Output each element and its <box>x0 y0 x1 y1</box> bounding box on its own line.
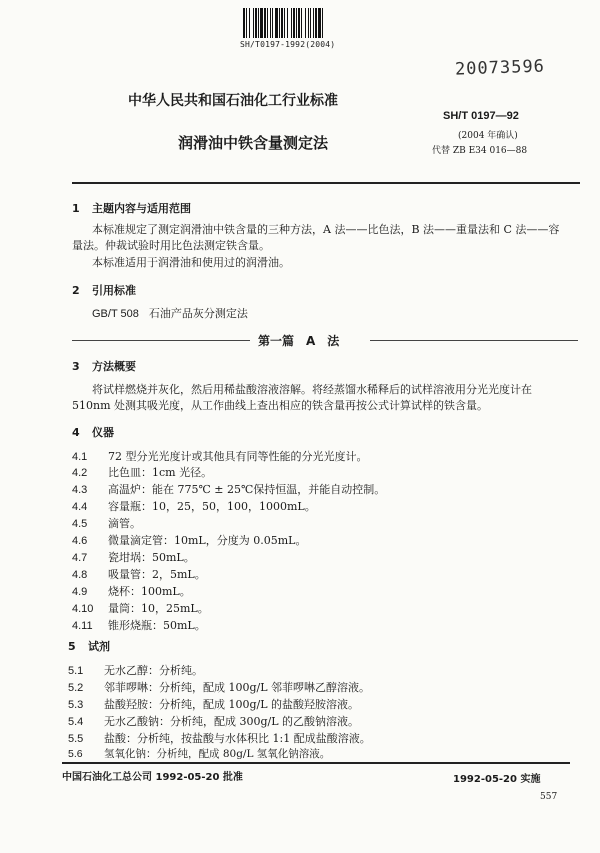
header-divider <box>72 182 580 184</box>
item-text: 氢氧化钠：分析纯，配成 80g/L 氢氧化钠溶液。 <box>104 748 331 760</box>
item-number: 5.5 <box>68 733 84 745</box>
standard-replace-note: 代替 ZB E34 016—88 <box>432 146 528 156</box>
barcode-bar <box>315 8 317 38</box>
item-number: 4.7 <box>72 552 88 564</box>
barcode-bar <box>287 8 288 38</box>
item-text: 量筒：10，25mL。 <box>108 602 209 615</box>
barcode-bar <box>258 8 259 38</box>
section-number: 4 <box>72 426 80 439</box>
section-number: 1 <box>72 202 80 215</box>
barcode-bar <box>298 8 300 38</box>
section-2-heading <box>72 282 136 298</box>
list-item <box>72 566 206 582</box>
item-text: 比色皿：1cm 光径。 <box>108 466 213 479</box>
item-text: 锥形烧瓶：50mL。 <box>108 619 206 632</box>
item-text: 容量瓶：10，25，50，100，1000mL。 <box>108 500 316 513</box>
item-number: 4.8 <box>72 569 88 581</box>
item-number: 4.6 <box>72 535 88 547</box>
barcode-bar <box>253 8 254 38</box>
item-text: 吸量管：2，5mL。 <box>108 568 206 581</box>
item-number: 4.2 <box>72 467 88 479</box>
section-1-heading <box>72 200 191 216</box>
footer-divider <box>62 762 570 764</box>
list-item <box>72 464 212 480</box>
item-text: 瓷坩埚：50mL。 <box>108 551 195 564</box>
item-text: 无水乙醇：分析纯。 <box>104 664 203 677</box>
barcode-bar <box>284 8 285 38</box>
item-text: 邻菲啰啉：分析纯，配成 100g/L 邻菲啰啉乙醇溶液。 <box>104 681 371 694</box>
barcode-bar <box>260 8 263 38</box>
list-item <box>72 549 195 565</box>
barcode-bar <box>270 8 271 38</box>
list-item <box>72 498 316 514</box>
item-text: 高温炉：能在 775℃ ± 25℃保持恒温，并能自动控制。 <box>108 483 386 496</box>
section-1-para-2: 本标准适用于润滑油和使用过的润滑油。 <box>92 256 290 269</box>
item-number: 4.3 <box>72 484 88 496</box>
item-number: 5.1 <box>68 665 84 677</box>
barcode-bar <box>310 8 311 38</box>
section-3-heading <box>72 358 136 374</box>
list-item <box>72 583 191 599</box>
handwritten-number: 20073596 <box>454 56 546 80</box>
section-1-para-line-2: 量法。仲裁试验时用比色法测定铁含量。 <box>72 239 270 252</box>
part-rule-left <box>72 340 250 341</box>
section-title: 试剂 <box>88 640 110 653</box>
list-item <box>72 515 141 531</box>
item-number: 5.3 <box>68 699 84 711</box>
item-number: 5.6 <box>68 748 83 760</box>
barcode-bar <box>313 8 314 38</box>
item-text: 微量滴定管：10mL，分度为 0.05mL。 <box>108 534 307 547</box>
list-item <box>68 730 371 746</box>
barcode-bar <box>293 8 295 38</box>
item-number: 5.4 <box>68 716 84 728</box>
item-number: 4.10 <box>72 603 94 615</box>
list-item <box>72 448 368 464</box>
barcode-bar <box>305 8 306 38</box>
item-text: 盐酸羟胺：分析纯，配成 100g/L 的盐酸羟胺溶液。 <box>104 698 360 711</box>
list-item <box>68 679 370 695</box>
section-number: 3 <box>72 360 80 373</box>
page-number: 557 <box>540 792 558 802</box>
section-number: 2 <box>72 284 80 297</box>
barcode-image <box>243 8 355 38</box>
section-title: 引用标准 <box>92 284 136 297</box>
barcode-bar <box>264 8 266 38</box>
barcode-bar <box>243 8 245 38</box>
section-5-heading <box>68 638 110 654</box>
reference-code: GB/T 508 <box>92 308 139 320</box>
item-text: 无水乙酸钠：分析纯，配成 300g/L 的乙酸钠溶液。 <box>104 715 360 728</box>
footer-issued: 中国石油化工总公司 1992-05-20 批准 <box>62 772 243 783</box>
barcode-bar <box>301 8 302 38</box>
reference-title: 石油产品灰分测定法 <box>148 307 248 320</box>
standard-confirm-note: (2004 年确认) <box>458 131 518 141</box>
reference-standard <box>92 306 248 322</box>
part-rule-right <box>370 340 578 341</box>
item-number: 4.5 <box>72 518 88 530</box>
list-item <box>68 696 359 712</box>
barcode-bar <box>267 8 268 38</box>
item-text: 烧杯：100mL。 <box>108 585 191 598</box>
barcode-bar <box>291 8 292 38</box>
standard-number: SH/T 0197—92 <box>443 110 519 122</box>
section-1-para-line-1: 本标准规定了测定润滑油中铁含量的三种方法，A 法——比色法，B 法——重量法和 C 法——容 <box>92 223 560 236</box>
item-text: 72 型分光光度计或其他具有同等性能的分光光度计。 <box>108 450 368 463</box>
section-3-line-1: 将试样燃烧并灰化，然后用稀盐酸溶液溶解。将经蒸馏水稀释后的试样溶液用分光光度计在 <box>92 383 532 396</box>
list-item <box>72 532 306 548</box>
item-number: 4.4 <box>72 501 88 513</box>
barcode-bar <box>281 8 283 38</box>
barcode-bar <box>318 8 321 38</box>
barcode-bar <box>322 8 323 38</box>
item-text: 盐酸：分析纯，按盐酸与水体积比 1:1 配成盐酸溶液。 <box>104 732 371 745</box>
part-title: 第一篇 A 法 <box>258 334 340 348</box>
document-title: 润滑油中铁含量测定法 <box>178 134 329 152</box>
barcode-bar <box>246 8 247 38</box>
barcode-bar <box>255 8 257 38</box>
section-title: 方法概要 <box>92 360 136 373</box>
section-title: 主题内容与适用范围 <box>92 202 191 215</box>
industry-title: 中华人民共和国石油化工行业标准 <box>128 93 338 109</box>
barcode-bar <box>249 8 250 38</box>
list-item <box>72 600 209 616</box>
barcode-bar <box>296 8 297 38</box>
list-item <box>72 617 206 633</box>
barcode-bar <box>308 8 309 38</box>
section-4-heading <box>72 424 114 440</box>
barcode-bar <box>275 8 278 38</box>
item-number: 4.1 <box>72 451 88 463</box>
footer-effective: 1992-05-20 实施 <box>453 774 541 785</box>
list-item <box>68 662 203 678</box>
barcode-bar <box>272 8 273 38</box>
item-number: 4.9 <box>72 586 88 598</box>
item-number: 4.11 <box>72 620 93 632</box>
section-3-line-2: 510nm 处测其吸光度，从工作曲线上查出相应的铁含量再按公式计算试样的铁含量。 <box>72 399 489 412</box>
list-item <box>68 746 330 761</box>
item-text: 滴管。 <box>108 517 141 530</box>
barcode-text: SH/T0197-1992(2004) <box>240 40 336 49</box>
list-item <box>68 713 359 729</box>
section-title: 仪器 <box>92 426 114 439</box>
section-number: 5 <box>68 640 76 653</box>
item-number: 5.2 <box>68 682 84 694</box>
list-item <box>72 481 385 497</box>
barcode-bar <box>279 8 280 38</box>
